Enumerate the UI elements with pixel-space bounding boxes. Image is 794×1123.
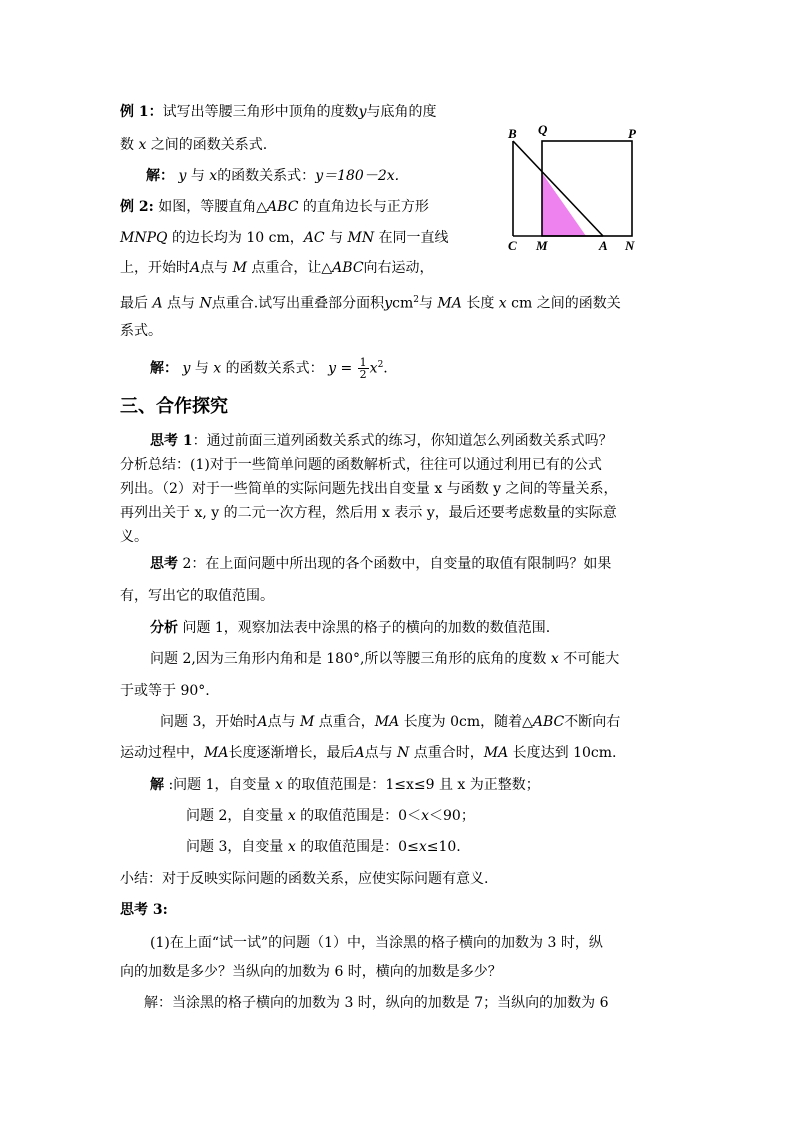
ex2-square: 2 — [413, 295, 419, 305]
analysis-line3: 于或等于 90°. — [120, 683, 210, 699]
fraction-numerator: 1 — [359, 356, 367, 370]
ex1-label: 例 1： — [120, 104, 163, 120]
solution-s3b: 的取值范围是：0≤ — [300, 839, 419, 855]
analysis-p4-ma2: MA — [483, 745, 509, 761]
fraction-denominator: 2 — [359, 368, 367, 382]
ex2-l3d: 向右运动， — [363, 260, 434, 276]
ex2-formula-power: 2 — [377, 360, 384, 370]
label-n: N — [625, 238, 635, 253]
solution-s2c: ＜90； — [429, 808, 475, 824]
ex2-ma: MA — [437, 295, 462, 312]
solution-s2b: 的取值范围是：0＜ — [300, 808, 422, 824]
think2-label: 思考 — [150, 556, 178, 572]
analysis-p4-a: A — [354, 745, 365, 761]
ex2-l4a: 最后 — [120, 295, 148, 312]
ex2-ycm: y — [384, 295, 393, 312]
ex2-l3b: 点与 — [200, 260, 229, 276]
analysis-line2 — [150, 650, 619, 668]
think1-line5: 义。 — [120, 529, 148, 545]
ex2-l4c: 点重合.试写出重叠部分面积 — [211, 295, 385, 312]
ex2-l4g: cm 之间的函数关 — [511, 295, 621, 312]
ex2-a1: A — [190, 260, 201, 276]
solution-label: 解 — [150, 777, 164, 793]
summary: 小结：对于反映实际问题的函数关系，应使实际问题有意义. — [120, 871, 489, 887]
ex2-sol-and: 与 — [194, 360, 209, 377]
ex1-line1 — [120, 103, 437, 121]
ex2-formula-eq: = — [340, 360, 353, 377]
analysis-p3e: 不断向右 — [564, 714, 621, 730]
ex1-formula: y＝180－2x. — [315, 168, 400, 184]
ex1-line2-a: 数 — [120, 137, 134, 153]
analysis-line4 — [160, 713, 620, 731]
analysis-p2a: 问题 2,因为三角形内角和是 180°,所以等腰三角形的底角的度数 — [150, 651, 547, 667]
analysis-p4c: 点与 — [364, 745, 393, 761]
ex2-l3c: 点重合，让△ — [251, 260, 333, 276]
think1-line3: 列出。（2）对于一些简单的实际问题先找出自变量 x 与函数 y 之间的等量关系， — [120, 481, 618, 497]
ex2-m1: M — [232, 260, 247, 276]
ex1-sol-x: x — [209, 168, 218, 184]
label-p: P — [628, 126, 636, 141]
analysis-p3c: 点重合， — [318, 714, 375, 730]
ex2-l2a: 的边长均为 10 cm， — [171, 230, 304, 246]
analysis-p3a: 问题 3，开始时 — [160, 714, 258, 730]
section3-title: 三、合作探究 — [120, 396, 228, 417]
analysis-p2x: x — [550, 651, 559, 667]
solution-s1a: :问题 1，自变量 — [164, 777, 271, 793]
ex2-line3 — [120, 259, 434, 277]
analysis-p3-abc: ABC — [532, 714, 565, 730]
overlap-region — [542, 173, 586, 236]
analysis-p2b: 不可能大 — [563, 651, 620, 667]
think1-line1 — [150, 432, 613, 450]
solution-line1 — [150, 776, 540, 794]
solution-s1b: 的取值范围是：1≤x≤9 且 x 为正整数； — [287, 777, 540, 793]
ex2-l2b: 与 — [329, 230, 344, 246]
solution-s3x: x — [287, 839, 296, 855]
ex2-l5: 系式。 — [120, 323, 162, 339]
analysis-p4-ma: MA — [204, 745, 229, 761]
think1-label: 思考 1 — [150, 433, 193, 449]
ex2-mn: MN — [347, 230, 375, 246]
solution-s2a: 问题 2，自变量 — [186, 808, 284, 824]
analysis-p1: 问题 1，观察加法表中涂黑的格子的横向的加数的数值范围. — [178, 620, 551, 636]
label-m: M — [536, 238, 548, 253]
geometry-figure — [498, 116, 648, 254]
ex1-sol-y: y — [178, 168, 187, 184]
ex2-l1b: 的直角边长与正方形 — [302, 199, 429, 215]
think3-line2: 向的加数是多少？当纵向的加数为 6 时，横向的加数是多少？ — [120, 964, 502, 980]
solution-s3c: ≤10. — [426, 839, 461, 855]
label-q: Q — [538, 122, 548, 137]
analysis-label: 分析 — [150, 620, 178, 636]
analysis-p3-m: M — [299, 714, 315, 730]
analysis-p4b: 长度逐渐增长，最后 — [228, 745, 355, 761]
analysis-line5 — [120, 744, 616, 762]
ex1-sol-and: 与 — [190, 168, 205, 184]
ex2-sol-text: 的函数关系式： — [225, 360, 324, 377]
ex2-sol-y: y — [182, 360, 191, 377]
ex2-l3a: 上，开始时 — [120, 260, 190, 276]
analysis-p3b: 点与 — [267, 714, 296, 730]
analysis-p3-a: A — [257, 714, 268, 730]
ex2-formula-x: x — [369, 360, 378, 377]
think1-line2: 分析总结：(1)对于一些简单问题的函数解析式，往往可以通过利用已有的公式 — [120, 457, 602, 473]
ex2-xcm: x — [498, 295, 507, 312]
ex2-formula-end: . — [383, 360, 388, 377]
think1-line4: 再列出关于 x, y 的二元一次方程，然后用 x 表示 y，最后还要考虑数量的实际意 — [120, 505, 617, 521]
think3-label: 思考 3: — [120, 902, 168, 918]
ex2-sol-x: x — [213, 360, 222, 377]
think3-line1: (1)在上面“试一试”的问题（1）中，当涂黑的格子横向的加数为 3 时，纵 — [150, 935, 603, 951]
ex2-line4 — [120, 291, 621, 313]
ex2-formula-y: y — [328, 360, 337, 377]
ex2-fraction — [358, 357, 369, 380]
ex1-solution — [146, 167, 399, 185]
ex2-abc: ABC — [267, 199, 299, 215]
analysis-p4e: 长度达到 10cm. — [512, 745, 617, 761]
label-a: A — [599, 238, 608, 253]
analysis-p3-ma: MA — [374, 714, 400, 730]
ex2-label: 例 2: — [120, 199, 154, 215]
ex2-ac: AC — [303, 230, 325, 246]
ex2-l1: 如图，等腰直角△ — [158, 199, 268, 215]
solution-s1x: x — [274, 777, 283, 793]
ex2-line1 — [120, 198, 429, 216]
ex1-text-b: 与底角的度 — [366, 104, 437, 120]
ex2-line5 — [120, 322, 162, 340]
solution-line3 — [186, 838, 461, 856]
think3-line3: 解：当涂黑的格子横向的加数为 3 时，纵向的加数是 7；当纵向的加数为 6 — [144, 995, 609, 1011]
think2-l1: 2：在上面问题中所出现的各个函数中，自变量的取值有限制吗？如果 — [178, 556, 612, 572]
think2-line2: 有，写出它的取值范围。 — [120, 588, 274, 604]
ex2-l4f: 长度 — [466, 295, 495, 312]
ex1-solution-label: 解： — [146, 168, 174, 184]
ex1-line2 — [120, 136, 267, 154]
analysis-line1 — [150, 619, 550, 637]
solution-s2x: x — [287, 808, 296, 824]
ex1-var-x: x — [138, 137, 147, 153]
ex2-abc2: ABC — [332, 260, 364, 276]
ex2-line2 — [120, 229, 449, 247]
analysis-p4a: 运动过程中， — [120, 745, 204, 761]
ex1-text: 试写出等腰三角形中顶角的度数 — [162, 104, 359, 120]
ex2-n1: N — [199, 295, 212, 312]
analysis-p3d: 长度为 0cm，随着△ — [403, 714, 533, 730]
ex2-l4b: 点与 — [167, 295, 196, 312]
label-c: C — [508, 238, 517, 253]
ex1-line2-b: 之间的函数关系式. — [150, 137, 268, 153]
ex2-l4e: 与 — [418, 295, 433, 312]
solution-s3a: 问题 3，自变量 — [186, 839, 284, 855]
ex2-l4d: cm — [392, 295, 414, 312]
ex2-mnpq: MNPQ — [120, 230, 168, 246]
ex2-a2: A — [152, 295, 163, 312]
think2-line1 — [150, 555, 611, 573]
label-b: B — [508, 126, 517, 141]
solution-line2 — [186, 807, 475, 825]
ex2-l2c: 在同一直线 — [378, 230, 449, 246]
ex1-var-y: y — [358, 104, 367, 120]
analysis-p4d: 点重合时， — [413, 745, 484, 761]
ex2-solution-label: 解： — [150, 360, 178, 377]
solution-s3x2: x — [418, 839, 427, 855]
solution-s2x2: x — [421, 808, 429, 824]
ex1-sol-text: 的函数关系式： — [217, 168, 316, 184]
think1-l1: ：通过前面三道列函数关系式的练习，你知道怎么列函数关系式吗？ — [192, 433, 613, 449]
analysis-p4-n: N — [397, 745, 410, 761]
ex2-solution — [150, 353, 388, 381]
